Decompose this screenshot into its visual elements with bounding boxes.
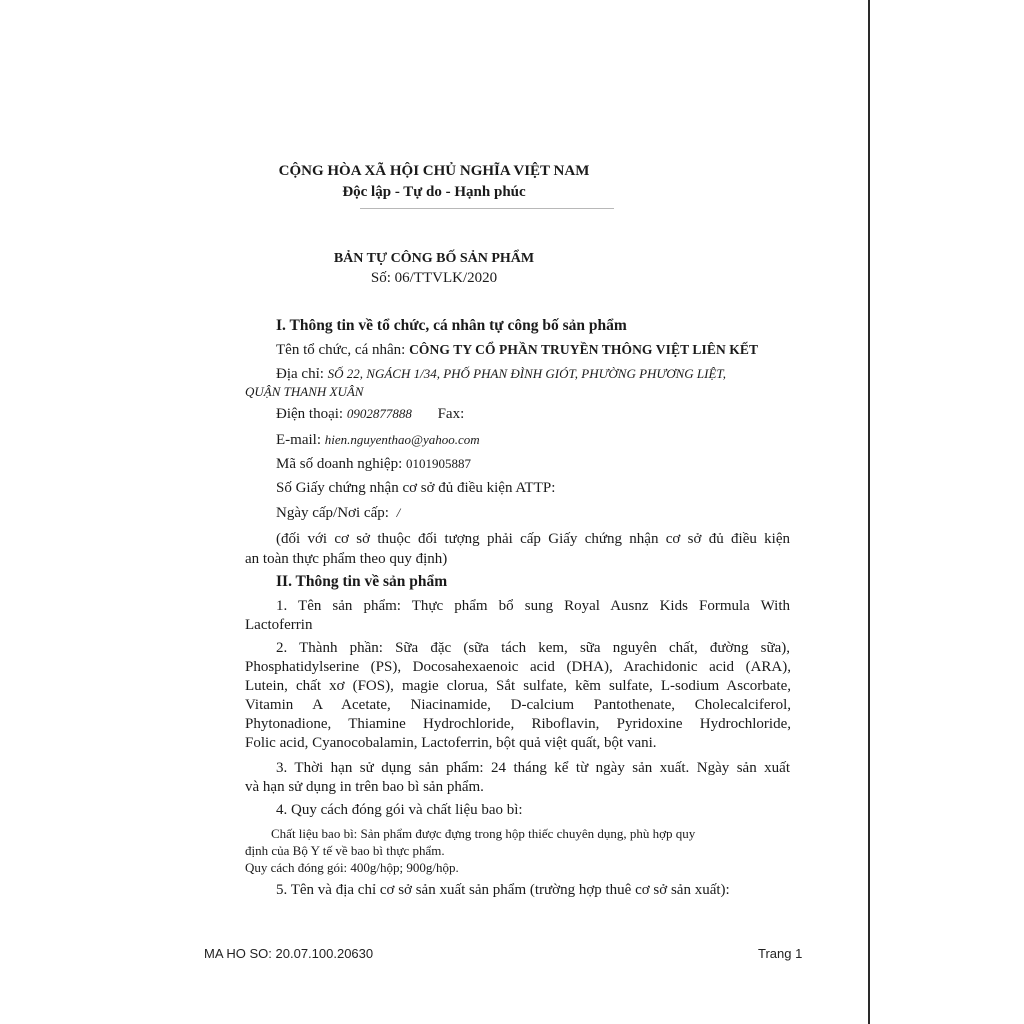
address-line1: SỐ 22, NGÁCH 1/34, PHỐ PHAN ĐÌNH GIÓT, PHƯỜNG PHƯƠNG LIỆT,	[327, 366, 726, 381]
item2-line-4: Vitamin A Acetate, Niacinamide, D-calcium Pantothenate, Cholecalciferol,	[245, 697, 791, 713]
issue-value: /	[396, 505, 401, 520]
address-line2: QUẬN THANH XUÂN	[245, 384, 364, 399]
fax-label: Fax:	[437, 406, 465, 422]
cert-label: Số Giấy chứng nhận cơ sở đủ điều kiện ATTP:	[276, 480, 556, 496]
page-edge-line	[868, 0, 870, 1024]
header-divider	[360, 208, 614, 209]
tax-label: Mã số doanh nghiệp:	[276, 456, 403, 472]
phone-label: Điện thoại:	[276, 406, 344, 422]
section2-heading: II. Thông tin về sản phẩm	[276, 573, 448, 590]
address-label: Địa chỉ:	[276, 366, 324, 382]
item2-line-1: 2. Thành phần: Sữa đặc (sữa tách kem, sữa nguyên chất, đường sữa),	[276, 640, 790, 656]
item4-material-line2: định của Bộ Y tế về bao bì thực phẩm.	[245, 843, 445, 858]
document-title: BẢN TỰ CÔNG BỐ SẢN PHẨM	[333, 251, 535, 266]
tax-row	[276, 456, 471, 473]
org-row	[276, 342, 758, 359]
email-value: hien.nguyenthao@yahoo.com	[324, 432, 480, 447]
footer-file-code: MA HO SO: 20.07.100.20630	[204, 946, 374, 961]
item2-line-3: Lutein, chất xơ (FOS), magie clorua, Sắt sulfate, kẽm sulfate, L-sodium Ascorbate,	[245, 678, 791, 694]
item1-line1: 1. Tên sản phẩm: Thực phẩm bổ sung Royal Ausnz Kids Formula With	[276, 598, 790, 614]
item5-heading: 5. Tên và địa chỉ cơ sở sản xuất sản phẩm (trường hợp thuê cơ sở sản xuất):	[276, 882, 730, 898]
footer-page-number: Trang 1	[758, 946, 803, 961]
phone-value: 0902877888	[346, 406, 412, 421]
item4-material-line1: Chất liệu bao bì: Sản phẩm được đựng trong hộp thiếc chuyên dụng, phù hợp quy	[271, 826, 696, 841]
org-value: CÔNG TY CỔ PHẦN TRUYỀN THÔNG VIỆT LIÊN KẾT	[409, 342, 759, 357]
header-motto: Độc lập - Tự do - Hạnh phúc	[342, 184, 526, 200]
tax-value: 0101905887	[405, 456, 471, 471]
section1-heading: I. Thông tin về tổ chức, cá nhân tự công bố sản phẩm	[276, 317, 627, 334]
item4-packing: Quy cách đóng gói: 400g/hộp; 900g/hộp.	[245, 860, 459, 875]
org-label: Tên tổ chức, cá nhân:	[276, 342, 406, 358]
address-row	[276, 366, 726, 383]
item2-line-2: Phosphatidylserine (PS), Docosahexaenoic acid (DHA), Arachidonic acid (ARA),	[245, 659, 791, 675]
note-line1: (đối với cơ sở thuộc đối tượng phải cấp Giấy chứng nhận cơ sở đủ điều kiện	[276, 531, 790, 547]
email-row	[276, 432, 480, 449]
item2-line-6: Folic acid, Cyanocobalamin, Lactoferrin, bột quả việt quất, bột vani.	[245, 735, 657, 751]
issue-row	[276, 505, 400, 522]
note-line2: an toàn thực phẩm theo quy định)	[245, 551, 448, 567]
item3-line1: 3. Thời hạn sử dụng sản phẩm: 24 tháng kể từ ngày sản xuất. Ngày sản xuất	[276, 760, 790, 776]
email-label: E-mail:	[276, 432, 321, 448]
item2-line-5: Phytonadione, Thiamine Hydrochloride, Riboflavin, Pyridoxine Hydrochloride,	[245, 716, 791, 732]
header-republic: CỘNG HÒA XÃ HỘI CHỦ NGHĨA VIỆT NAM	[278, 163, 590, 179]
item1-line2: Lactoferrin	[245, 617, 313, 633]
document-number: Số: 06/TTVLK/2020	[370, 270, 498, 286]
phone-row	[276, 406, 464, 423]
item3-line2: và hạn sử dụng in trên bao bì sản phẩm.	[245, 779, 484, 795]
issue-label: Ngày cấp/Nơi cấp:	[276, 505, 389, 521]
item4-heading: 4. Quy cách đóng gói và chất liệu bao bì:	[276, 802, 523, 818]
